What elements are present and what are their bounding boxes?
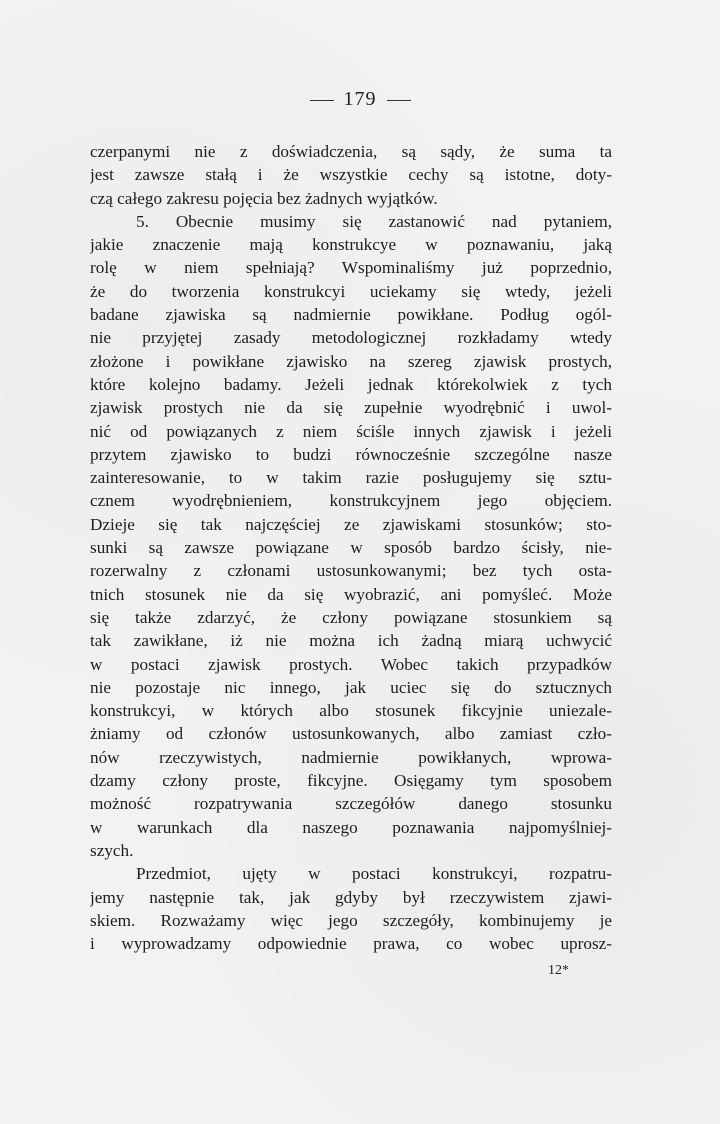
text-line: sunki są zawsze powiązane w sposób bardzo ścisły, nie- <box>90 538 612 558</box>
text-line: zjawisk prostych nie da się zupełnie wyodrębnić i uwol- <box>90 398 612 418</box>
header-dash-left <box>310 100 334 101</box>
text-line: nie pozostaje nic innego, jak uciec się do sztucznych <box>90 677 612 697</box>
page-header <box>0 88 720 111</box>
text-line: rozerwalny z członami ustosunkowanymi; bez tych osta- <box>90 561 612 581</box>
text-line: Dzieje się tak najczęściej ze zjawiskami stosunków; sto- <box>90 514 612 534</box>
text-line: złożone i powikłane zjawisko na szereg zjawisk prostych, <box>90 351 612 371</box>
text-line: jemy następnie tak, jak gdyby był rzeczywistem zjawi- <box>90 887 612 907</box>
text-line: 5. Obecnie musimy się zastanowić nad pytaniem, <box>136 211 612 231</box>
text-line: czą całego zakresu pojęcia bez żadnych wyjątków. <box>90 188 438 208</box>
body-text <box>90 140 612 955</box>
text-line: nić od powiązanych z niem ściśle innych zjawisk i jeżeli <box>90 421 612 441</box>
text-line: czerpanymi nie z doświadczenia, są sądy, że suma ta <box>90 142 612 161</box>
text-line: cznem wyodrębnieniem, konstrukcyjnem jego objęciem. <box>90 491 612 511</box>
text-line: skiem. Rozważamy więc jego szczegóły, kombinujemy je <box>90 910 612 930</box>
page-number: 179 <box>343 88 377 110</box>
text-line: konstrukcyi, w których albo stosunek fikcyjnie uniezale- <box>90 701 612 721</box>
text-line: które kolejno badamy. Jeżeli jednak którekolwiek z tych <box>90 374 612 394</box>
text-line: tnich stosunek nie da się wyobrazić, ani pomyśleć. Może <box>90 584 612 604</box>
text-line: przytem zjawisko to budzi równocześnie szczególne nasze <box>90 444 612 464</box>
text-line: w postaci zjawisk prostych. Wobec takich przypadków <box>90 654 612 674</box>
text-line: nów rzeczywistych, nadmiernie powikłanych, wprowa- <box>90 747 612 767</box>
text-line: w warunkach dla naszego poznawania najpomyślniej- <box>90 817 612 837</box>
text-line: i wyprowadzamy odpowiednie prawa, co wobec uprosz- <box>90 934 612 954</box>
text-line: zainteresowanie, to w takim razie posługujemy się sztu- <box>90 468 612 488</box>
text-line: możność rozpatrywania szczegółów danego stosunku <box>90 794 612 814</box>
text-line: jest zawsze stałą i że wszystkie cechy są istotne, doty- <box>90 165 612 185</box>
text-line: nie przyjętej zasady metodologicznej rozkładamy wtedy <box>90 328 612 348</box>
printer-signature: 12* <box>548 963 569 978</box>
text-line: szych. <box>90 840 134 860</box>
text-line: tak zawikłane, iż nie można ich żadną miarą uchwycić <box>90 631 612 651</box>
text-line: że do tworzenia konstrukcyi uciekamy się wtedy, jeżeli <box>90 281 612 301</box>
text-line: się także zdarzyć, że człony powiązane stosunkiem są <box>90 607 612 627</box>
text-line: żniamy od członów ustosunkowanych, albo zamiast czło- <box>90 724 612 744</box>
text-line: jakie znaczenie mają konstrukcye w poznawaniu, jaką <box>90 235 612 255</box>
text-line: rolę w niem spełniają? Wspominaliśmy już poprzednio, <box>90 258 612 278</box>
text-line: badane zjawiska są nadmiernie powikłane. Podług ogól- <box>90 305 612 325</box>
header-dash-right <box>387 100 411 101</box>
text-line: dzamy człony proste, fikcyjne. Osięgamy tym sposobem <box>90 771 612 791</box>
text-line: Przedmiot, ujęty w postaci konstrukcyi, rozpatru- <box>136 864 612 884</box>
